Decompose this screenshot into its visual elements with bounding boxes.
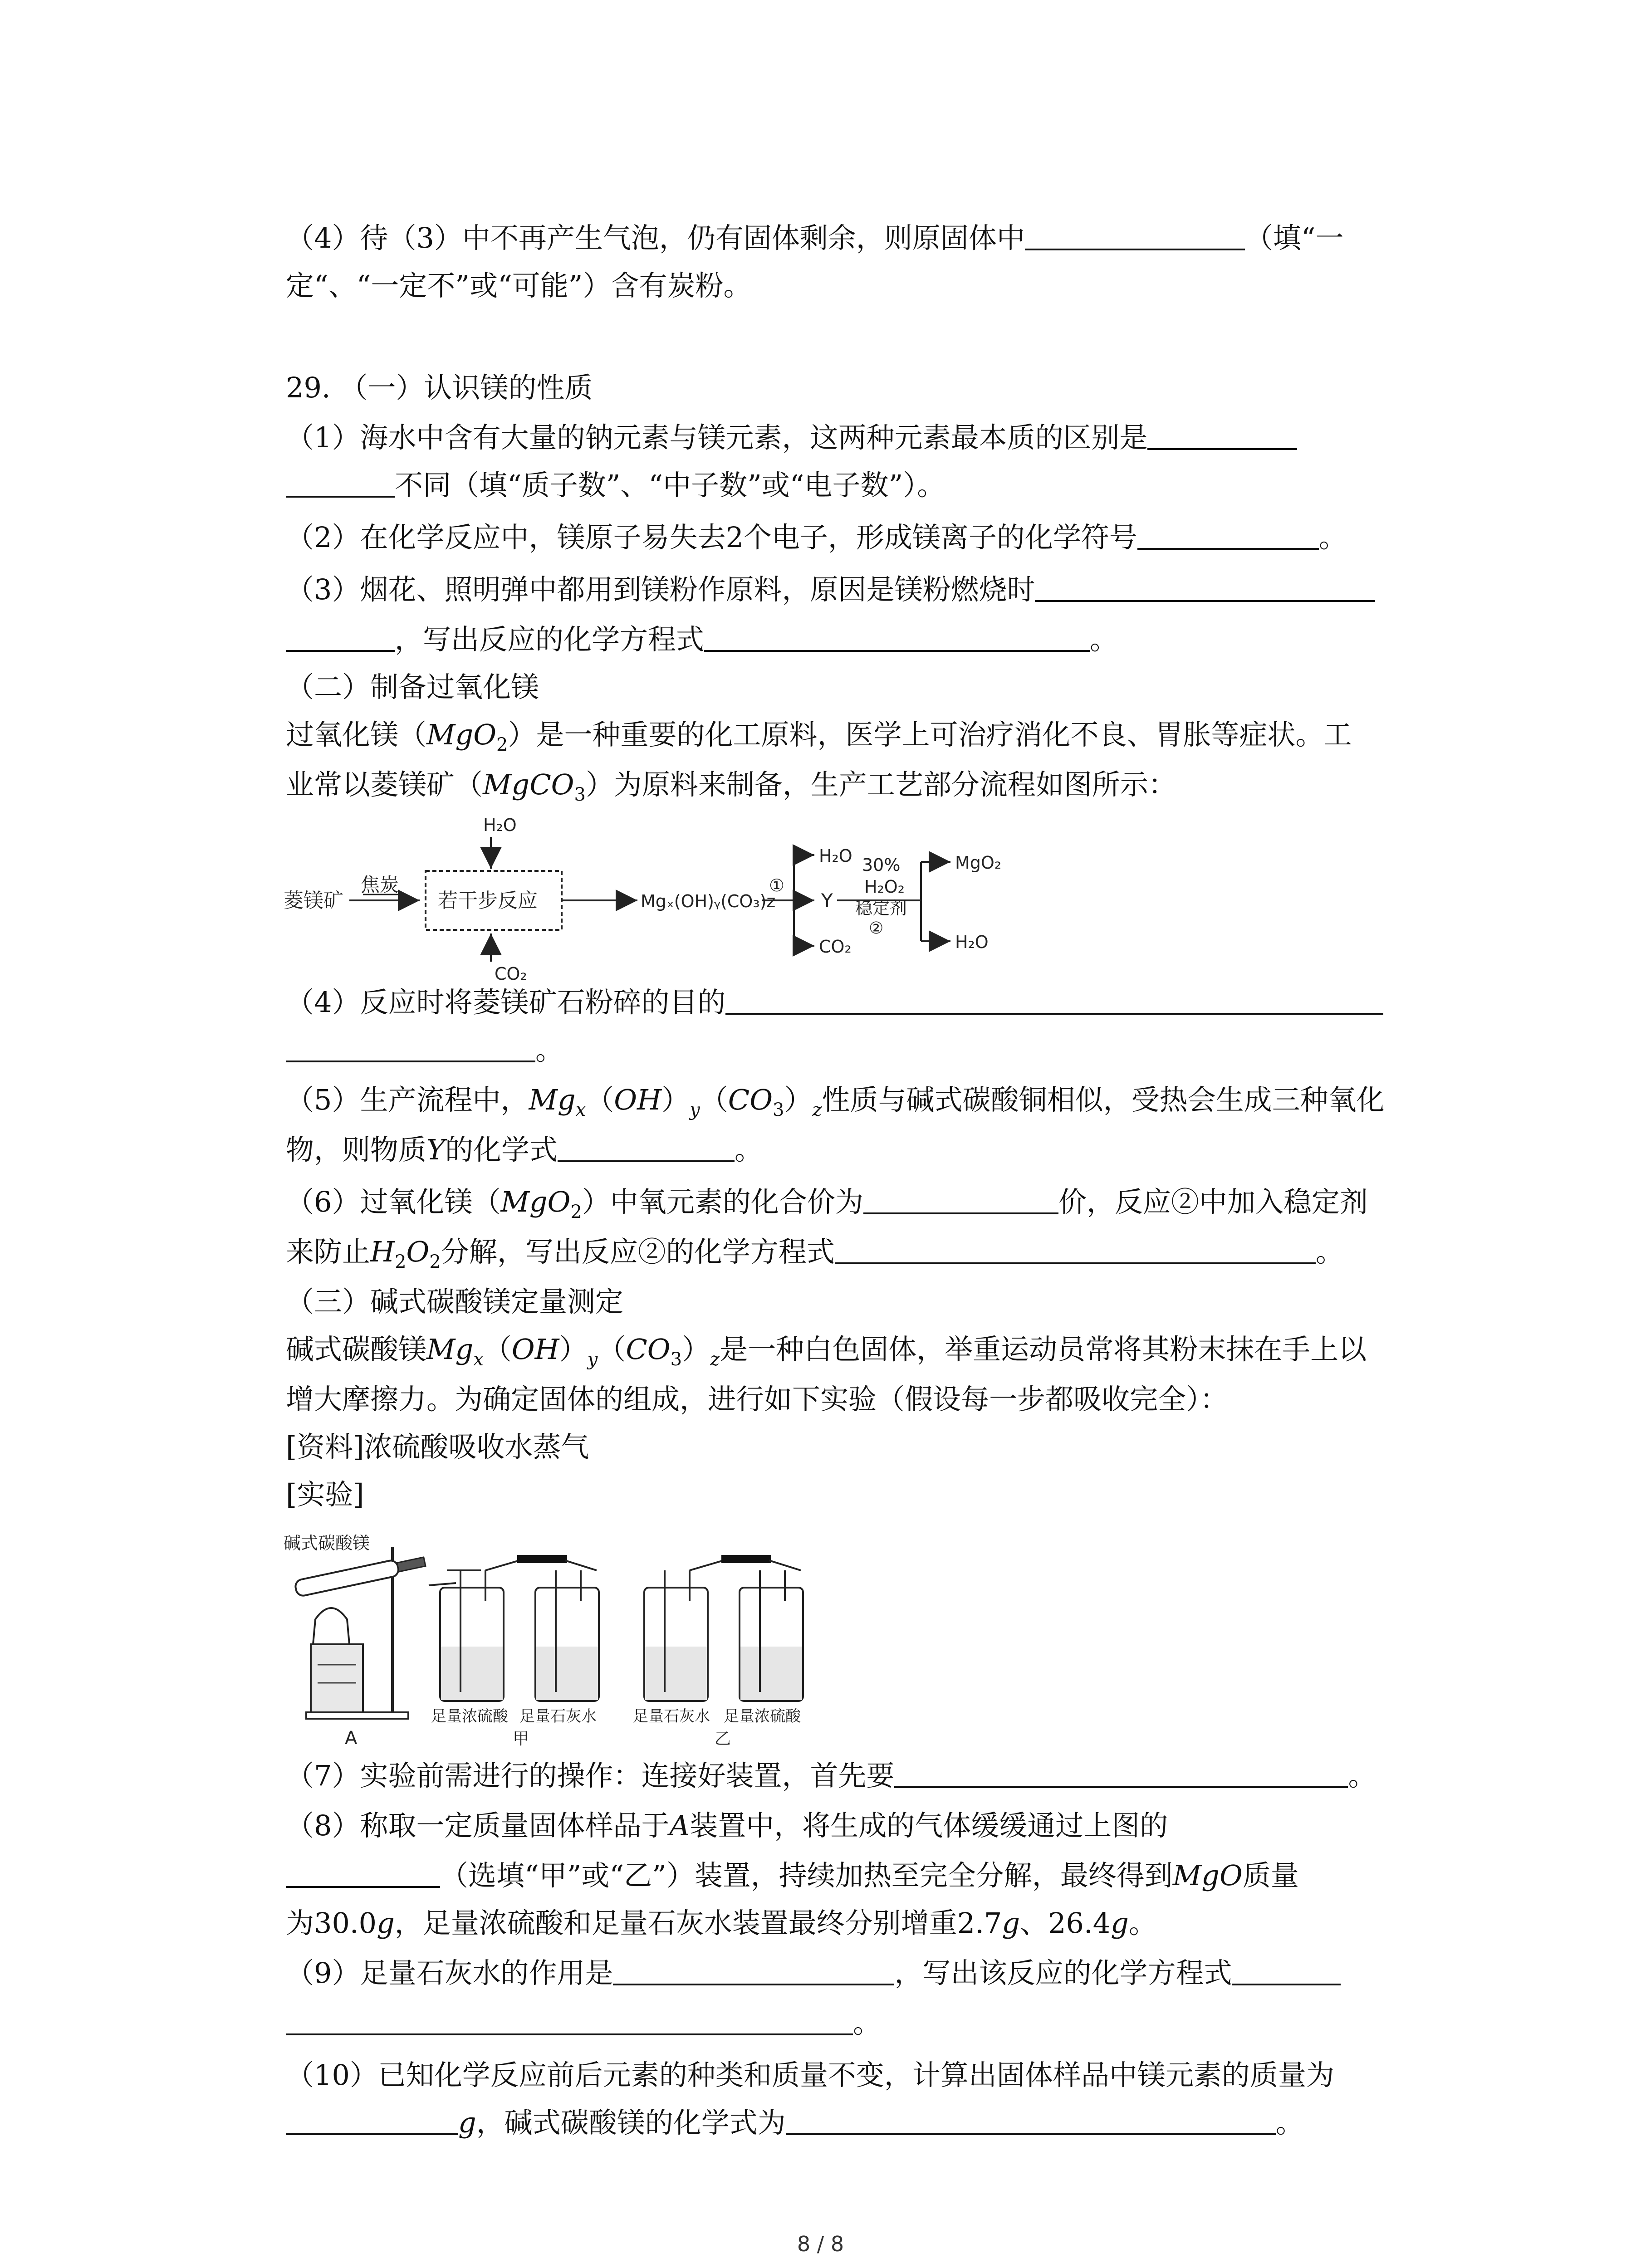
flow-step1: ① [769,875,785,895]
q29-8-line2: （选填“甲”或“乙”）装置，持续加热至完全分解，最终得到MgO质量 [286,1857,1299,1894]
q29-9-line1: （9）足量石灰水的作用是 ，写出该反应的化学方程式 [286,1955,1341,1991]
flow-out-co2: CO₂ [819,937,852,957]
flow-h2o2: H₂O₂ [864,877,905,897]
flow-box-label: 若干步反应 [438,889,538,912]
answer-blank[interactable] [894,1759,1348,1788]
answer-blank[interactable] [1035,573,1375,602]
answer-blank[interactable] [863,1185,1058,1214]
answer-blank[interactable] [286,623,395,652]
q29-intro3-line1: 碱式碳酸镁$Mg_x(OH)_y(CO_3)_z$是一种白色固体，举重运动员常将其粉末抹在手上以 [286,1333,1367,1370]
q29-4-line2: 。 [286,1032,563,1068]
q29-7: （7）实验前需进行的操作：连接好装置，首先要 。 [286,1759,1376,1792]
q29-intro2-line1: 过氧化镁（MgO$_2$）是一种重要的化工原料，医学上可治疗消化不良、胃胀等症状。工 [286,718,1352,755]
flow-out-water: H₂O [819,846,852,866]
q28-4-line1: （4）待（3）中不再产生气泡，仍有固体剩余，则原固体中 （填“一 [286,221,1344,254]
answer-blank[interactable] [835,1235,1316,1264]
test-tube [294,1554,426,1597]
answer-blank[interactable] [613,1956,894,1985]
alcohol-lamp-flame [313,1608,349,1644]
q29-6-line2: 来防止$H_2O_2$分解，写出反应②的化学方程式 。 [286,1235,1344,1272]
q29-2: （2）在化学反应中，镁原子易失去2个电子，形成镁离子的化学符号 。 [286,521,1347,554]
q29-heading: 29. （一）认识镁的性质 [286,371,593,404]
q29-intro3-line2: 增大摩擦力。为确定固体的组成，进行如下实验（假设每一步都吸收完全）： [286,1383,1229,1416]
q29-exp-label: [实验] [286,1478,364,1511]
answer-blank[interactable] [286,1033,535,1062]
answer-blank[interactable] [1025,221,1245,250]
q29-10-line2: g，碱式碳酸镁的化学式为 。 [286,2105,1304,2141]
q29-6-line1: （6）过氧化镁（MgO$_2$）中氧元素的化合价为 价，反应②中加入稳定剂 [286,1185,1368,1222]
q29-8-line1: （8）称取一定质量固体样品于A装置中，将生成的气体缓缓通过上图的 [286,1809,1168,1842]
bottle-label-3: 足量石灰水 [633,1707,710,1725]
answer-blank[interactable] [1232,1956,1341,1985]
flow-ore-label: 菱镁矿 [284,889,343,912]
apparatus-label: 碱式碳酸镁 [284,1533,370,1553]
answer-blank[interactable] [725,986,1383,1015]
bottle-label-1: 足量浓硫酸 [431,1707,508,1725]
apparatus-a-label: A [345,1728,358,1749]
answer-blank[interactable] [1147,421,1297,450]
flow-co2-in: CO₂ [495,964,527,984]
flow-stabilizer: 稳定剂 [855,898,907,918]
q29-8-line3: 为30.0g，足量浓硫酸和足量石灰水装置最终分别增重2.7g、26.4g。 [286,1906,1157,1940]
flow-step2: ② [869,919,884,938]
bottle-group-yi [644,1555,803,1701]
process-flow-diagram [281,812,1016,984]
answer-blank[interactable] [1137,521,1319,550]
flow-mgo2: MgO₂ [955,853,1002,873]
flow-pct: 30% [862,855,901,875]
group-jia-label: 甲 [513,1730,529,1748]
flow-h2o-final: H₂O [955,932,989,952]
bottle-label-4: 足量浓硫酸 [724,1707,801,1725]
answer-blank[interactable] [286,2106,458,2135]
delivery-tube [429,1583,456,1585]
flow-coke-label: 焦炭 [361,874,399,896]
q29-3-line1: （3）烟花、照明弹中都用到镁粉作原料，原因是镁粉燃烧时 [286,572,1375,608]
answer-blank[interactable] [704,623,1090,652]
q29-10-line1: （10）已知化学反应前后元素的种类和质量不变，计算出固体样品中镁元素的质量为 [286,2058,1334,2092]
q29-intro2-line2: 业常以菱镁矿（MgCO$_3$）为原料来制备，生产工艺部分流程如图所示： [286,768,1176,805]
q29-4-line1: （4）反应时将菱镁矿石粉碎的目的 [286,984,1383,1021]
group-yi-label: 乙 [715,1730,731,1748]
answer-blank[interactable] [286,469,395,498]
q29-5-line2: 物，则物质Y的化学式 。 [286,1133,763,1166]
page-number: 8 / 8 [797,2232,844,2256]
experiment-apparatus [281,1529,880,1751]
q29-9-line2: 。 [286,2005,881,2041]
answer-blank[interactable] [558,1133,735,1162]
bottle-group-jia [440,1555,599,1701]
q29-section3-title: （三）碱式碳酸镁定量测定 [286,1285,624,1318]
flow-product: Mgₓ(OH)ᵧ(CO₃)z [641,891,776,911]
q29-section2-title: （二）制备过氧化镁 [286,670,539,704]
flow-out-y: Y [821,890,833,912]
answer-blank[interactable] [286,1859,440,1888]
stand-base [306,1712,408,1719]
wood-block [311,1644,363,1712]
q29-1-line1: （1）海水中含有大量的钠元素与镁元素，这两种元素最本质的区别是 [286,420,1297,456]
q29-1-line2: 不同（填“质子数”、“中子数”或“电子数”）。 [286,467,945,503]
answer-blank[interactable] [286,2006,853,2035]
q28-4-line2: 定“、“一定不”或“可能”）含有炭粉。 [286,269,752,302]
bottle-label-2: 足量石灰水 [519,1707,597,1725]
q29-5-line1: （5）生产流程中，$Mg_x(OH)_y(CO_3)_z$性质与碱式碳酸铜相似，受热会生成三种氧化 [286,1083,1385,1120]
answer-blank[interactable] [786,2106,1276,2135]
q29-3-line2: ，写出反应的化学方程式 。 [286,621,1118,658]
q29-info: [资料]浓硫酸吸收水蒸气 [286,1430,589,1463]
flow-water-in: H₂O [483,815,517,835]
